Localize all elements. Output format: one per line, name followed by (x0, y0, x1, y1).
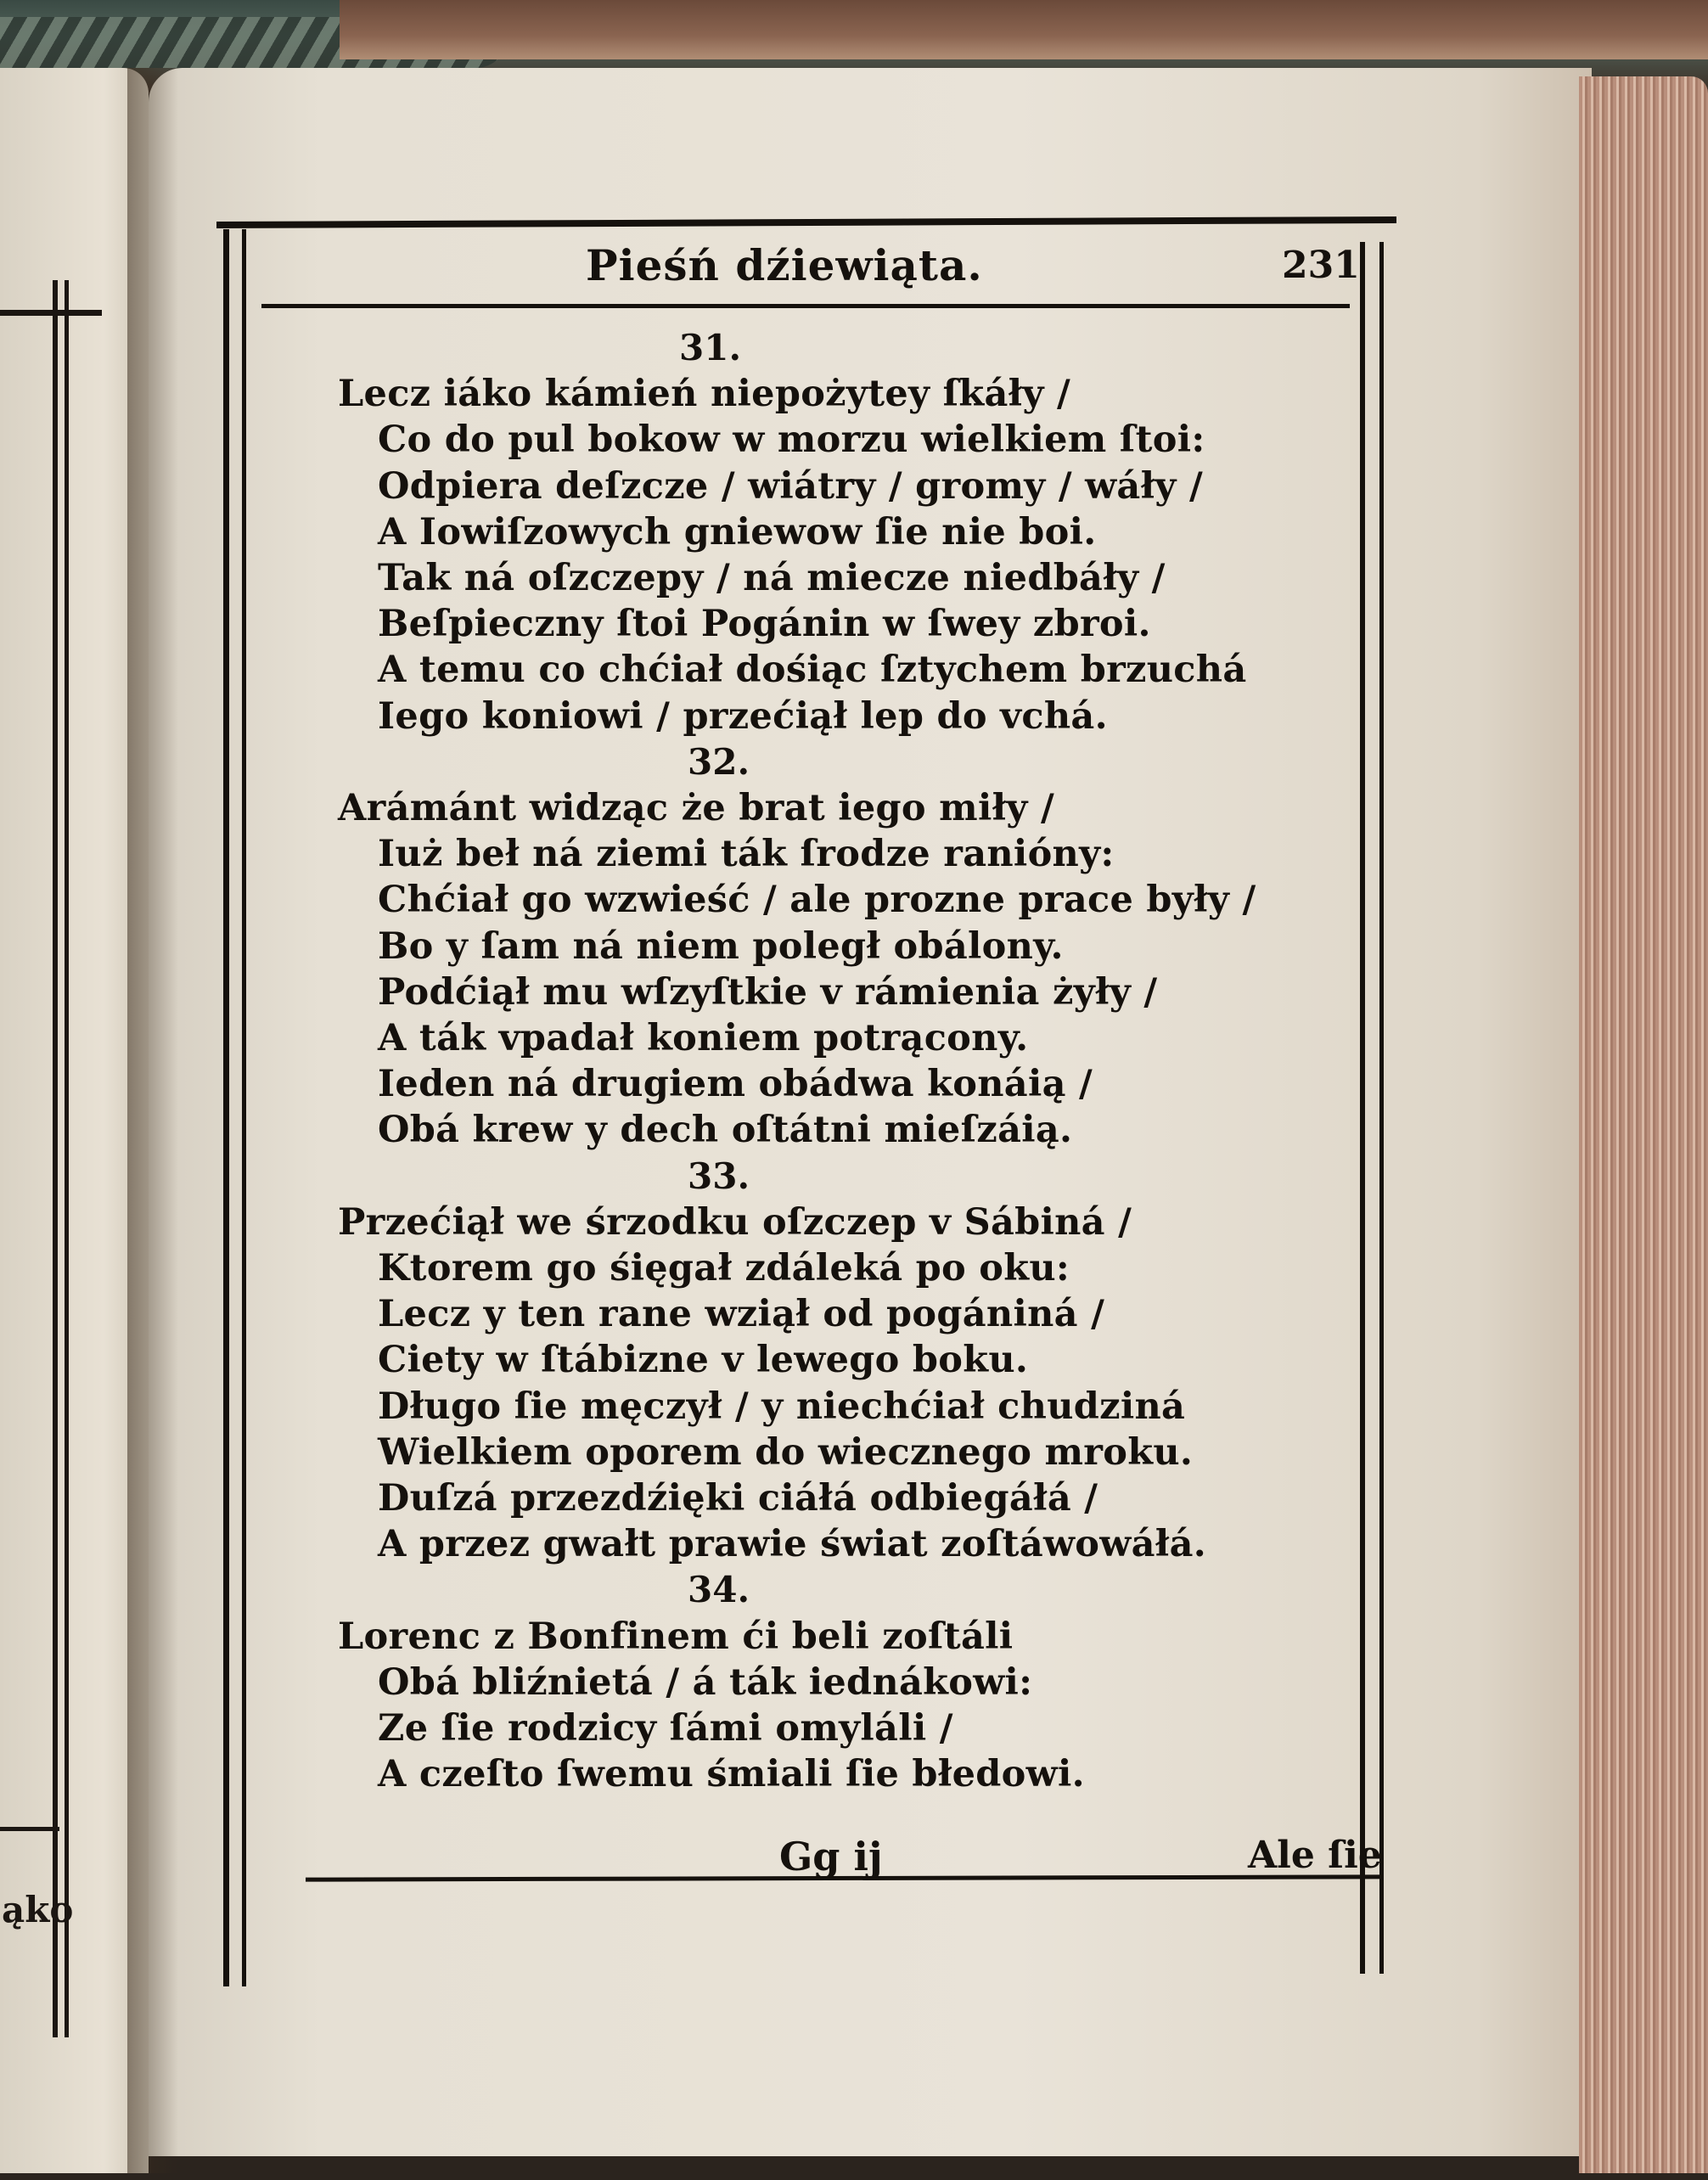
folio-number: 231 (1282, 244, 1360, 287)
stanza-number: 34. (688, 1569, 750, 1611)
left-page-edge (0, 68, 149, 2173)
verse-line: Ze ſie rodzicy ſámi omyláli / (378, 1707, 953, 1750)
verse-line: A czeſto ſwemu śmiali ſie błedowi. (378, 1753, 1085, 1796)
verse-line: Arámánt widząc że brat iego miły / (338, 787, 1054, 829)
left-frame-rule (223, 229, 229, 1986)
gutter-shadow (127, 68, 178, 2173)
left-page-text-fragment: ąko (2, 1889, 74, 1930)
verse-line: Obá krew y dech oſtátni mieſzáią. (378, 1109, 1073, 1152)
verse-line: Wielkiem oporem do wiecznego mroku. (378, 1430, 1194, 1474)
verse-line: A Iowiſzowych gniewow ſie nie boi. (378, 510, 1097, 553)
verse-line: A ták vpadał koniem potrącony. (378, 1017, 1029, 1059)
verse-line: Beſpieczny ſtoi Pogánin w ſwey zbroi. (378, 603, 1151, 646)
verse-line: Ciety w ſtábizne v lewego boku. (378, 1339, 1029, 1382)
right-frame-rule (1379, 242, 1384, 1974)
verse-line: Ktorem go śięgał zdáleká po oku: (378, 1247, 1070, 1289)
verse-line: Odpiera deſzcze / wiátry / gromy / wáły / (378, 464, 1203, 508)
verse-line: Lorenc z Bonfinem ći beli zoſtáli (338, 1615, 1014, 1658)
verse-line: Duſzá przezdźięki ciáłá odbiegáłá / (378, 1477, 1098, 1520)
verse-line: Tak ná oſzczepy / ná miecze niedbáły / (378, 557, 1166, 599)
signature-mark: Gg ij (779, 1834, 883, 1879)
stanza-number: 31. (679, 327, 742, 368)
running-head: Pieśń dźiewiąta. (586, 240, 983, 290)
left-page-foot-rule (0, 1827, 59, 1831)
verse-line: Lecz y ten rane wziął od pogániná / (378, 1293, 1105, 1336)
verse-line: Podćiął mu wſzyſtkie v rámienia żyły / (378, 970, 1158, 1014)
right-frame-rule-inner (1360, 242, 1365, 1974)
stanza-number: 33. (688, 1155, 750, 1197)
catchword: Ale ſie (1248, 1834, 1382, 1877)
verse-line: Przećiął we śrzodku oſzczep v Sábiná / (338, 1200, 1132, 1244)
verse-line: Iego koniowi / przećiął lep do vchá. (378, 694, 1108, 738)
verse-line: Bo y ſam ná niem poległ obálony. (378, 924, 1064, 968)
verse-line: Długo ſie męczył / y niechćiał chudziná (378, 1385, 1186, 1428)
verse-line: Iuż beł ná ziemi ták ſrodze ranióny: (378, 833, 1115, 876)
left-page-head-rule (0, 310, 102, 316)
head-rule (261, 304, 1350, 308)
left-page-frame-rule (53, 280, 58, 2037)
verse-line: Ieden ná drugiem obádwa konáią / (378, 1063, 1093, 1106)
left-page-frame-rule (65, 280, 69, 2037)
verse-line: Lecz iáko kámień niepożytey ſkáły / (338, 373, 1071, 416)
verse-line: Co do pul bokow w morzu wielkiem ſtoi: (378, 419, 1205, 462)
verse-line: A temu co chćiał dośiąc ſztychem brzuchá (378, 649, 1247, 692)
leather-cover-edge (340, 0, 1708, 59)
verse-line: A przez gwałt prawie świat zoſtáwowáłá. (378, 1523, 1207, 1566)
verse-line: Chćiał go wzwieść / ale prozne prace były / (378, 879, 1256, 922)
left-frame-rule-inner (242, 229, 246, 1986)
page-fore-edge (1579, 76, 1708, 2173)
stanza-number: 32. (688, 740, 750, 783)
verse-line: Obá bliźnietá / á ták iednákowi: (378, 1660, 1033, 1704)
